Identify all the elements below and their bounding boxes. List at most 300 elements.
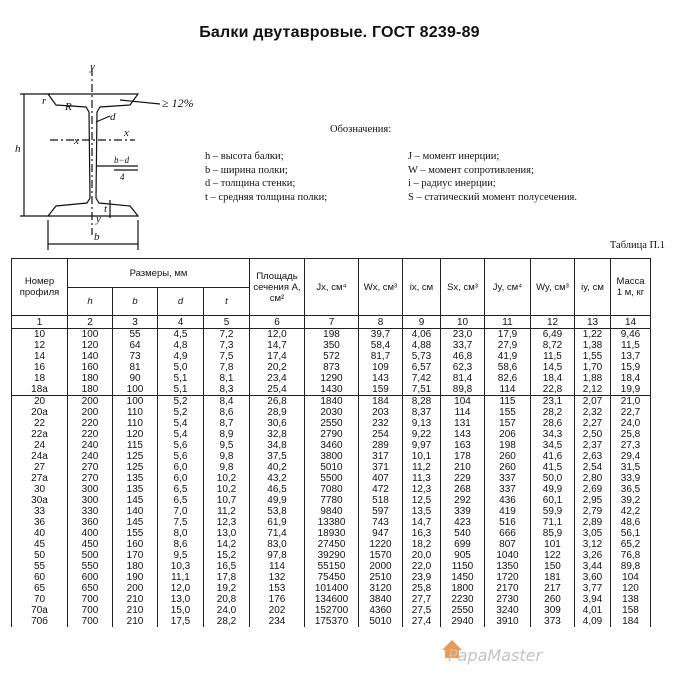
diagram-y-top: y xyxy=(90,61,95,73)
value-cell: 666 xyxy=(485,528,531,539)
header-dims: Размеры, мм xyxy=(68,259,250,288)
value-cell: 2030 xyxy=(305,407,359,418)
value-cell: 450 xyxy=(68,539,113,550)
value-cell: 135 xyxy=(113,473,158,484)
value-cell: 17,9 xyxy=(485,329,531,341)
profile-cell: 30а xyxy=(12,495,68,506)
value-cell: 4,88 xyxy=(403,340,441,351)
value-cell: 8,7 xyxy=(204,418,250,429)
value-cell: 2,63 xyxy=(575,451,611,462)
value-cell: 268 xyxy=(441,484,485,495)
table-row xyxy=(12,418,651,429)
value-cell: 6,49 xyxy=(531,329,575,341)
column-number: 5 xyxy=(204,316,250,329)
table-row xyxy=(12,351,651,362)
profile-cell: 10 xyxy=(12,329,68,341)
value-cell: 2170 xyxy=(485,583,531,594)
value-cell: 28,9 xyxy=(250,407,305,418)
value-cell: 190 xyxy=(113,572,158,583)
value-cell: 15,9 xyxy=(611,362,651,373)
value-cell: 27,5 xyxy=(403,605,441,616)
column-number: 14 xyxy=(611,316,651,329)
header-t: t xyxy=(204,288,250,316)
value-cell: 15,2 xyxy=(204,550,250,561)
value-cell: 46,5 xyxy=(250,484,305,495)
value-cell: 115 xyxy=(113,440,158,451)
value-cell: 157 xyxy=(485,418,531,429)
value-cell: 125 xyxy=(113,451,158,462)
value-cell: 110 xyxy=(113,407,158,418)
value-cell: 140 xyxy=(113,506,158,517)
value-cell: 14,2 xyxy=(204,539,250,550)
value-cell: 7080 xyxy=(305,484,359,495)
value-cell: 206 xyxy=(485,429,531,440)
value-cell: 65,2 xyxy=(611,539,651,550)
value-cell: 9,13 xyxy=(403,418,441,429)
value-cell: 1,70 xyxy=(575,362,611,373)
value-cell: 13380 xyxy=(305,517,359,528)
value-cell: 180 xyxy=(113,561,158,572)
value-cell: 101400 xyxy=(305,583,359,594)
value-cell: 100 xyxy=(113,396,158,408)
value-cell: 104 xyxy=(441,396,485,408)
value-cell: 1350 xyxy=(485,561,531,572)
legend-item: W – момент сопротивления; xyxy=(408,164,534,176)
profile-cell: 55 xyxy=(12,561,68,572)
value-cell: 175370 xyxy=(305,616,359,627)
value-cell: 28,2 xyxy=(204,616,250,627)
profile-cell: 65 xyxy=(12,583,68,594)
header-ix: ix, см xyxy=(403,259,441,316)
value-cell: 37,5 xyxy=(250,451,305,462)
diagram-R: R xyxy=(65,101,72,113)
value-cell: 1430 xyxy=(305,384,359,396)
value-cell: 5010 xyxy=(359,616,403,627)
value-cell: 550 xyxy=(68,561,113,572)
value-cell: 7,5 xyxy=(158,517,204,528)
value-cell: 743 xyxy=(359,517,403,528)
value-cell: 289 xyxy=(359,440,403,451)
value-cell: 371 xyxy=(359,462,403,473)
value-cell: 330 xyxy=(68,506,113,517)
diagram-quarter: 4 xyxy=(120,172,125,182)
value-cell: 1800 xyxy=(441,583,485,594)
value-cell: 145 xyxy=(113,517,158,528)
value-cell: 18930 xyxy=(305,528,359,539)
value-cell: 27,7 xyxy=(403,594,441,605)
value-cell: 10,3 xyxy=(158,561,204,572)
value-cell: 56,1 xyxy=(611,528,651,539)
value-cell: 170 xyxy=(113,550,158,561)
value-cell: 260 xyxy=(485,462,531,473)
value-cell: 17,5 xyxy=(158,616,204,627)
value-cell: 360 xyxy=(68,517,113,528)
table-label: Таблица П.1 xyxy=(609,240,665,251)
value-cell: 34,5 xyxy=(531,440,575,451)
value-cell: 60,1 xyxy=(531,495,575,506)
value-cell: 120 xyxy=(611,583,651,594)
value-cell: 2,89 xyxy=(575,517,611,528)
value-cell: 8,37 xyxy=(403,407,441,418)
value-cell: 73 xyxy=(113,351,158,362)
table-row xyxy=(12,572,651,583)
diagram-slope: ≥ 12% xyxy=(162,96,194,110)
column-number: 1 xyxy=(12,316,68,329)
value-cell: 58,6 xyxy=(485,362,531,373)
value-cell: 3460 xyxy=(305,440,359,451)
value-cell: 36,5 xyxy=(611,484,651,495)
value-cell: 400 xyxy=(68,528,113,539)
value-cell: 516 xyxy=(485,517,531,528)
value-cell: 198 xyxy=(305,329,359,341)
value-cell: 75450 xyxy=(305,572,359,583)
legend-item: S – статический момент полусечения. xyxy=(408,191,578,203)
value-cell: 220 xyxy=(68,418,113,429)
profile-cell: 27 xyxy=(12,462,68,473)
value-cell: 2,95 xyxy=(575,495,611,506)
column-number: 11 xyxy=(485,316,531,329)
value-cell: 8,3 xyxy=(204,384,250,396)
value-cell: 64 xyxy=(113,340,158,351)
value-cell: 2,32 xyxy=(575,407,611,418)
value-cell: 41,9 xyxy=(485,351,531,362)
diagram-b: b xyxy=(94,231,100,243)
value-cell: 2,69 xyxy=(575,484,611,495)
page-title: Балки двутавровые. ГОСТ 8239-89 xyxy=(199,24,480,41)
value-cell: 22,0 xyxy=(403,561,441,572)
value-cell: 5,0 xyxy=(158,362,204,373)
value-cell: 40,2 xyxy=(250,462,305,473)
value-cell: 18,4 xyxy=(531,373,575,384)
header-d: d xyxy=(158,288,204,316)
value-cell: 21,0 xyxy=(611,396,651,408)
value-cell: 2000 xyxy=(359,561,403,572)
value-cell: 1,88 xyxy=(575,373,611,384)
table-row xyxy=(12,396,651,408)
value-cell: 8,0 xyxy=(158,528,204,539)
value-cell: 7,2 xyxy=(204,329,250,341)
value-cell: 114 xyxy=(441,407,485,418)
value-cell: 210 xyxy=(113,616,158,627)
value-cell: 3840 xyxy=(359,594,403,605)
header-profile: Номер профиля xyxy=(12,259,68,316)
value-cell: 650 xyxy=(68,583,113,594)
table-row xyxy=(12,506,651,517)
value-cell: 11,2 xyxy=(204,506,250,517)
value-cell: 597 xyxy=(359,506,403,517)
value-cell: 7,8 xyxy=(204,362,250,373)
value-cell: 134600 xyxy=(305,594,359,605)
value-cell: 1,22 xyxy=(575,329,611,341)
value-cell: 12,5 xyxy=(403,495,441,506)
legend-heading: Обозначения: xyxy=(330,124,392,135)
value-cell: 83,0 xyxy=(250,539,305,550)
value-cell: 23,4 xyxy=(250,373,305,384)
value-cell: 20,8 xyxy=(204,594,250,605)
column-number: 7 xyxy=(305,316,359,329)
legend-item: J – момент инерции; xyxy=(408,151,500,162)
value-cell: 10,1 xyxy=(403,451,441,462)
value-cell: 270 xyxy=(68,462,113,473)
value-cell: 6,5 xyxy=(158,495,204,506)
value-cell: 1220 xyxy=(359,539,403,550)
value-cell: 85,9 xyxy=(531,528,575,539)
value-cell: 2550 xyxy=(305,418,359,429)
legend-item: d – толщина стенки; xyxy=(205,178,296,189)
value-cell: 6,0 xyxy=(158,462,204,473)
table-row xyxy=(12,528,651,539)
value-cell: 27,3 xyxy=(611,440,651,451)
value-cell: 1040 xyxy=(485,550,531,561)
value-cell: 24,0 xyxy=(611,418,651,429)
value-cell: 6,5 xyxy=(158,484,204,495)
value-cell: 143 xyxy=(359,373,403,384)
value-cell: 947 xyxy=(359,528,403,539)
value-cell: 407 xyxy=(359,473,403,484)
value-cell: 16,5 xyxy=(204,561,250,572)
value-cell: 229 xyxy=(441,473,485,484)
watermark: PapaMaster xyxy=(448,646,543,665)
value-cell: 4,5 xyxy=(158,329,204,341)
table-row xyxy=(12,594,651,605)
value-cell: 71,1 xyxy=(531,517,575,528)
header-mass: Масса 1 м, кг xyxy=(611,259,651,316)
value-cell: 1720 xyxy=(485,572,531,583)
value-cell: 31,5 xyxy=(611,462,651,473)
diagram-t: t xyxy=(104,203,108,215)
value-cell: 11,5 xyxy=(611,340,651,351)
value-cell: 43,2 xyxy=(250,473,305,484)
value-cell: 873 xyxy=(305,362,359,373)
value-cell: 11,2 xyxy=(403,462,441,473)
value-cell: 220 xyxy=(68,429,113,440)
value-cell: 240 xyxy=(68,440,113,451)
legend-item: b – ширина полки; xyxy=(205,164,288,176)
value-cell: 2,07 xyxy=(575,396,611,408)
profile-cell: 70б xyxy=(12,616,68,627)
value-cell: 4,09 xyxy=(575,616,611,627)
value-cell: 2550 xyxy=(441,605,485,616)
value-cell: 140 xyxy=(68,351,113,362)
value-cell: 8,72 xyxy=(531,340,575,351)
column-number: 8 xyxy=(359,316,403,329)
profile-cell: 16 xyxy=(12,362,68,373)
value-cell: 373 xyxy=(531,616,575,627)
value-cell: 39,2 xyxy=(611,495,651,506)
value-cell: 39,7 xyxy=(359,329,403,341)
table-row xyxy=(12,517,651,528)
value-cell: 30,6 xyxy=(250,418,305,429)
value-cell: 5010 xyxy=(305,462,359,473)
value-cell: 4360 xyxy=(359,605,403,616)
column-number: 3 xyxy=(113,316,158,329)
value-cell: 120 xyxy=(113,429,158,440)
profile-cell: 50 xyxy=(12,550,68,561)
value-cell: 155 xyxy=(485,407,531,418)
value-cell: 1,38 xyxy=(575,340,611,351)
value-cell: 419 xyxy=(485,506,531,517)
value-cell: 180 xyxy=(68,384,113,396)
value-cell: 25,8 xyxy=(611,429,651,440)
value-cell: 5,6 xyxy=(158,440,204,451)
value-cell: 309 xyxy=(531,605,575,616)
legend-item: h – высота балки; xyxy=(205,151,284,162)
value-cell: 270 xyxy=(68,473,113,484)
value-cell: 176 xyxy=(250,594,305,605)
profile-cell: 22а xyxy=(12,429,68,440)
value-cell: 5,1 xyxy=(158,384,204,396)
value-cell: 152700 xyxy=(305,605,359,616)
value-cell: 158 xyxy=(611,605,651,616)
value-cell: 14,7 xyxy=(403,517,441,528)
value-cell: 33,9 xyxy=(611,473,651,484)
table-row xyxy=(12,462,651,473)
value-cell: 5,6 xyxy=(158,451,204,462)
header-jx: Jx, см⁴ xyxy=(305,259,359,316)
value-cell: 27,9 xyxy=(485,340,531,351)
column-number: 2 xyxy=(68,316,113,329)
value-cell: 9,22 xyxy=(403,429,441,440)
value-cell: 48,6 xyxy=(611,517,651,528)
value-cell: 572 xyxy=(305,351,359,362)
value-cell: 131 xyxy=(441,418,485,429)
value-cell: 540 xyxy=(441,528,485,539)
value-cell: 41,5 xyxy=(531,462,575,473)
value-cell: 18,2 xyxy=(403,539,441,550)
value-cell: 109 xyxy=(359,362,403,373)
value-cell: 260 xyxy=(531,594,575,605)
table-row xyxy=(12,362,651,373)
value-cell: 2,27 xyxy=(575,418,611,429)
value-cell: 8,28 xyxy=(403,396,441,408)
header-wx: Wx, см³ xyxy=(359,259,403,316)
value-cell: 184 xyxy=(359,396,403,408)
value-cell: 27450 xyxy=(305,539,359,550)
profile-cell: 40 xyxy=(12,528,68,539)
value-cell: 2,50 xyxy=(575,429,611,440)
value-cell: 9,97 xyxy=(403,440,441,451)
value-cell: 198 xyxy=(485,440,531,451)
profile-cell: 70 xyxy=(12,594,68,605)
value-cell: 339 xyxy=(441,506,485,517)
profile-cell: 20 xyxy=(12,396,68,408)
value-cell: 5,1 xyxy=(158,373,204,384)
value-cell: 254 xyxy=(359,429,403,440)
table-row xyxy=(12,407,651,418)
value-cell: 100 xyxy=(113,384,158,396)
value-cell: 53,8 xyxy=(250,506,305,517)
header-area: Площадь сечения A, см² xyxy=(250,259,305,316)
value-cell: 49,9 xyxy=(250,495,305,506)
value-cell: 210 xyxy=(441,462,485,473)
profile-cell: 60 xyxy=(12,572,68,583)
value-cell: 49,9 xyxy=(531,484,575,495)
value-cell: 9,5 xyxy=(204,440,250,451)
value-cell: 9,8 xyxy=(204,462,250,473)
profile-cell: 20а xyxy=(12,407,68,418)
diagram-r: r xyxy=(42,95,47,107)
profile-cell: 27а xyxy=(12,473,68,484)
value-cell: 17,8 xyxy=(204,572,250,583)
value-cell: 350 xyxy=(305,340,359,351)
table-row xyxy=(12,616,651,627)
value-cell: 1,55 xyxy=(575,351,611,362)
profile-cell: 70а xyxy=(12,605,68,616)
profile-cell: 18 xyxy=(12,373,68,384)
value-cell: 5,73 xyxy=(403,351,441,362)
value-cell: 12,0 xyxy=(250,329,305,341)
value-cell: 210 xyxy=(113,594,158,605)
value-cell: 2940 xyxy=(441,616,485,627)
value-cell: 200 xyxy=(68,396,113,408)
value-cell: 120 xyxy=(68,340,113,351)
column-number: 13 xyxy=(575,316,611,329)
value-cell: 13,0 xyxy=(204,528,250,539)
value-cell: 2230 xyxy=(441,594,485,605)
value-cell: 472 xyxy=(359,484,403,495)
value-cell: 260 xyxy=(485,451,531,462)
diagram-h: h xyxy=(15,143,21,155)
value-cell: 33,7 xyxy=(441,340,485,351)
value-cell: 2,79 xyxy=(575,506,611,517)
value-cell: 19,9 xyxy=(611,384,651,396)
value-cell: 200 xyxy=(68,407,113,418)
value-cell: 14,5 xyxy=(531,362,575,373)
legend-right xyxy=(408,150,577,204)
value-cell: 55 xyxy=(113,329,158,341)
value-cell: 3910 xyxy=(485,616,531,627)
column-number: 12 xyxy=(531,316,575,329)
table-row xyxy=(12,329,651,341)
value-cell: 22,8 xyxy=(531,384,575,396)
header-sx: Sx, см³ xyxy=(441,259,485,316)
value-cell: 700 xyxy=(68,616,113,627)
value-cell: 8,9 xyxy=(204,429,250,440)
value-cell: 138 xyxy=(611,594,651,605)
value-cell: 104 xyxy=(611,572,651,583)
profile-cell: 24а xyxy=(12,451,68,462)
value-cell: 699 xyxy=(441,539,485,550)
value-cell: 7,51 xyxy=(403,384,441,396)
value-cell: 807 xyxy=(485,539,531,550)
value-cell: 8,1 xyxy=(204,373,250,384)
value-cell: 18,4 xyxy=(611,373,651,384)
diagram-b-minus-d: b−d xyxy=(114,155,130,165)
value-cell: 10,2 xyxy=(204,473,250,484)
value-cell: 7780 xyxy=(305,495,359,506)
column-number: 6 xyxy=(250,316,305,329)
value-cell: 4,01 xyxy=(575,605,611,616)
value-cell: 17,4 xyxy=(250,351,305,362)
value-cell: 5,4 xyxy=(158,418,204,429)
value-cell: 114 xyxy=(485,384,531,396)
value-cell: 23,1 xyxy=(531,396,575,408)
i-beam-diagram xyxy=(10,60,210,255)
value-cell: 160 xyxy=(113,539,158,550)
value-cell: 15,0 xyxy=(158,605,204,616)
value-cell: 700 xyxy=(68,605,113,616)
value-cell: 3240 xyxy=(485,605,531,616)
value-cell: 3,05 xyxy=(575,528,611,539)
value-cell: 115 xyxy=(485,396,531,408)
value-cell: 210 xyxy=(113,605,158,616)
value-cell: 32,8 xyxy=(250,429,305,440)
value-cell: 300 xyxy=(68,495,113,506)
diagram-d: d xyxy=(110,111,116,123)
value-cell: 132 xyxy=(250,572,305,583)
value-cell: 4,8 xyxy=(158,340,204,351)
legend-left xyxy=(205,150,327,204)
